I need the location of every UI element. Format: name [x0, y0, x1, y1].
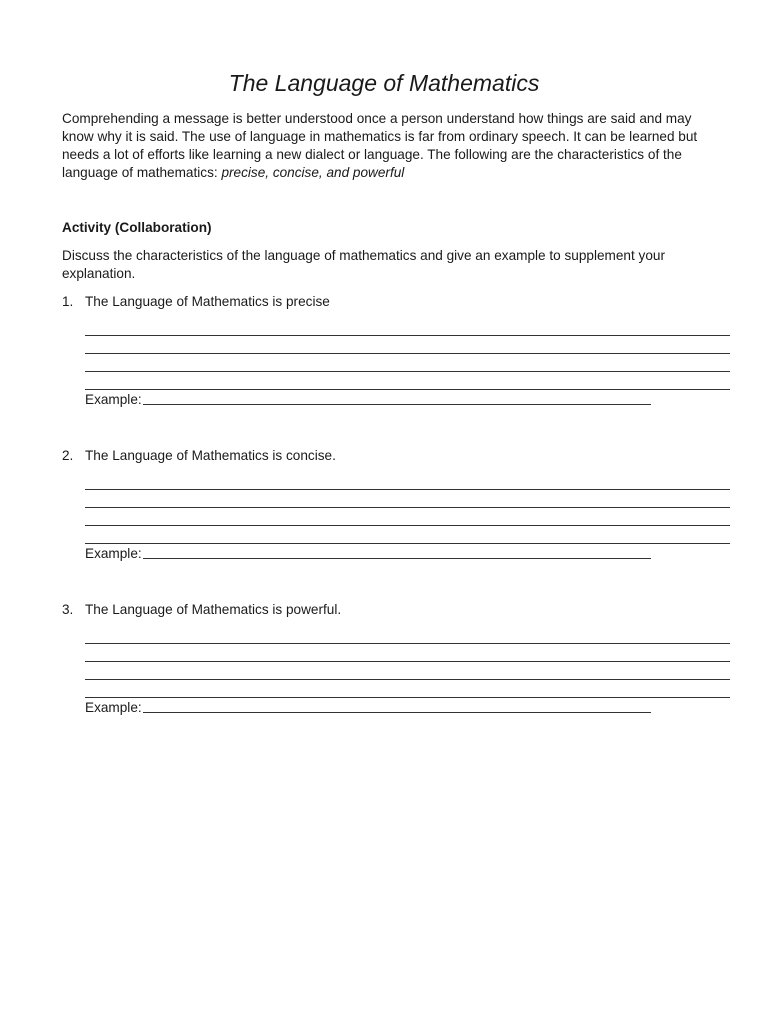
question-3: [62, 601, 742, 715]
question-2: [62, 447, 742, 561]
answer-line[interactable]: [85, 643, 730, 644]
activity-heading: Activity (Collaboration): [62, 220, 212, 235]
answer-line[interactable]: [85, 389, 730, 390]
activity-instructions: Discuss the characteristics of the language of mathematics and give an example to supplement your explanation.: [62, 248, 665, 281]
answer-line[interactable]: [85, 679, 730, 680]
answer-line[interactable]: [85, 525, 730, 526]
example-answer-line[interactable]: [143, 712, 651, 713]
answer-line[interactable]: [85, 371, 730, 372]
question-1-text: The Language of Mathematics is precise: [85, 294, 330, 309]
question-3-text: The Language of Mathematics is powerful.: [85, 602, 342, 617]
question-3-example: [85, 699, 651, 717]
answer-line[interactable]: [85, 697, 730, 698]
answer-line[interactable]: [85, 543, 730, 544]
question-2-text: The Language of Mathematics is concise.: [85, 448, 336, 463]
example-label: Example:: [85, 700, 142, 715]
question-1: [62, 293, 742, 407]
example-answer-line[interactable]: [143, 404, 651, 405]
answer-line[interactable]: [85, 489, 730, 490]
question-2-prompt: [62, 447, 742, 465]
answer-line[interactable]: [85, 353, 730, 354]
example-label: Example:: [85, 392, 142, 407]
question-1-prompt: [62, 293, 742, 311]
answer-line[interactable]: [85, 335, 730, 336]
page-title: The Language of Mathematics: [228, 70, 540, 96]
question-3-number: 3.: [62, 602, 74, 617]
answer-line[interactable]: [85, 507, 730, 508]
question-1-example: [85, 391, 651, 409]
answer-line[interactable]: [85, 661, 730, 662]
question-1-number: 1.: [62, 294, 74, 309]
intro-paragraph: [62, 110, 722, 182]
example-answer-line[interactable]: [143, 558, 651, 559]
example-label: Example:: [85, 546, 142, 561]
question-3-prompt: [62, 601, 742, 619]
intro-text: Comprehending a message is better understood once a person understand how things are said and may know why it is said. The use of language in mathematics is far from ordinary speech. It can be learned but needs a lot of efforts like learning a new dialect or language. The following are the characteristics of the language of mathematics:: [62, 111, 698, 180]
intro-emphasis: precise, concise, and powerful: [221, 165, 405, 180]
question-2-example: [85, 545, 651, 563]
question-2-number: 2.: [62, 448, 74, 463]
